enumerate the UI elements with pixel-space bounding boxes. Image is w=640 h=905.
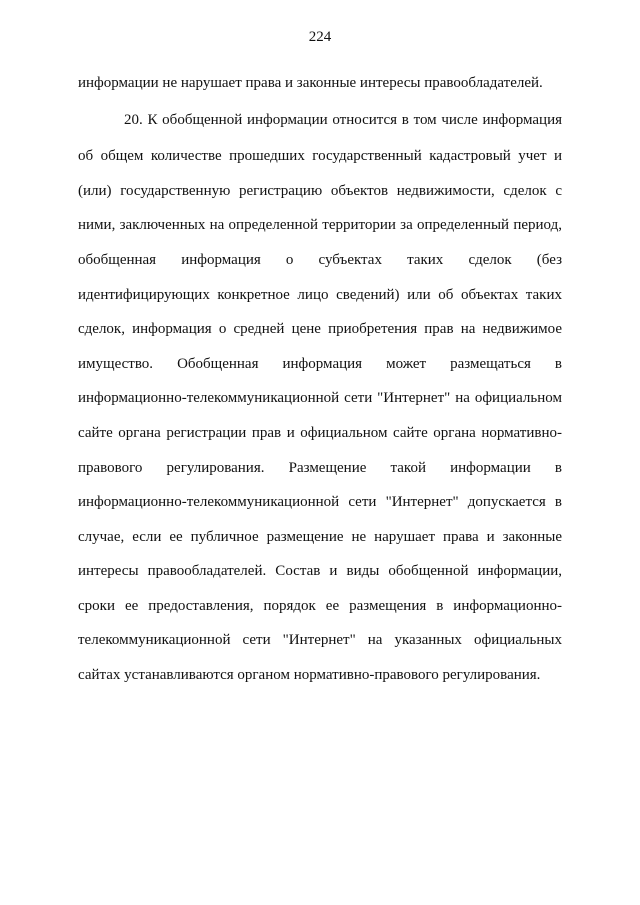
text-line-12: правового регулирования. Размещение такой информации в	[78, 460, 562, 476]
text-line-7: идентифицирующих конкретное лицо сведений) или об объектах таких	[78, 287, 562, 303]
text-line-6: обобщенная информация о субъектах таких сделок (без	[78, 252, 562, 268]
text-line-17: телекоммуникационной сети "Интернет" на указанных официальных	[78, 632, 562, 648]
text-line-4: (или) государственную регистрацию объектов недвижимости, сделок с	[78, 183, 562, 199]
text-line-11: сайте органа регистрации прав и официальном сайте органа нормативно-	[78, 425, 562, 441]
text-line-14: случае, если ее публичное размещение не нарушает права и законные	[78, 529, 562, 545]
text-line-15: интересы правообладателей. Состав и виды обобщенной информации,	[78, 563, 562, 579]
text-line-1: информации не нарушает права и законные интересы правообладателей.	[78, 75, 543, 91]
text-line-3: об общем количестве прошедших государственный кадастровый учет и	[78, 148, 562, 164]
text-line-18: сайтах устанавливаются органом нормативно-правового регулирования.	[78, 667, 541, 683]
text-line-5: ними, заключенных на определенной территории за определенный период,	[78, 217, 562, 233]
text-line-9: имущество. Обобщенная информация может размещаться в	[78, 356, 562, 372]
text-line-10: информационно-телекоммуникационной сети "Интернет" на официальном	[78, 390, 562, 406]
text-line-2: 20. К обобщенной информации относится в том числе информация	[124, 112, 562, 128]
text-line-16: сроки ее предоставления, порядок ее размещения в информационно-	[78, 598, 562, 614]
text-line-13: информационно-телекоммуникационной сети "Интернет" допускается в	[78, 494, 562, 510]
text-line-8: сделок, информация о средней цене приобретения прав на недвижимое	[78, 321, 562, 337]
page-number: 224	[308, 29, 332, 45]
